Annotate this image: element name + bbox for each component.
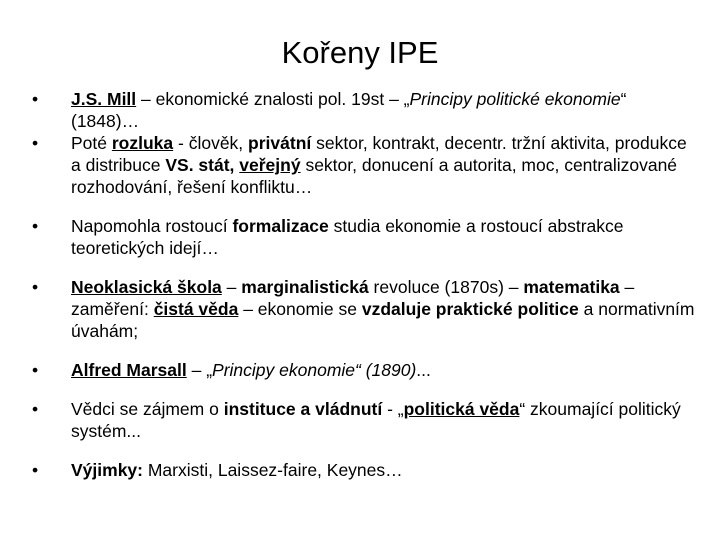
bullet-text-run: – <box>221 277 242 297</box>
bullet-text-run: – „ <box>186 360 213 380</box>
bullet-text-run: - člověk, <box>173 133 249 153</box>
bullet-text-run: Alfred Marsall <box>71 360 187 380</box>
bullet-text-run: ... <box>416 360 431 380</box>
bullet-list <box>30 88 696 481</box>
bullet-text-run: Vědci se zájmem o <box>71 399 224 419</box>
bullet-text-run: sektor, donucení a autorita, moc, centralizované rozhodování, řešení konfliktu… <box>71 155 678 197</box>
bullet-text-run: formalizace <box>232 216 329 236</box>
bullet-text-run: “ zkoumající politický systém... <box>71 399 681 441</box>
bullet-text-run: sektor, kontrakt, decentr. tržní aktivita, produkce a distribuce <box>71 133 687 175</box>
bullet-item <box>30 398 696 442</box>
bullet-item <box>30 276 696 342</box>
bullet-text-run: rozluka <box>111 133 174 153</box>
bullet-text-run: J.S. Mill <box>71 89 137 109</box>
bullet-text-run: Principy ekonomie“ (1890) <box>212 360 417 380</box>
bullet-text-run: revoluce (1870s) – <box>368 277 524 297</box>
bullet-text-run: a normativním úvahám; <box>71 299 695 341</box>
bullet-item <box>30 215 696 259</box>
bullet-text-run: privátní <box>248 133 312 153</box>
bullet-text-run: Napomohla rostoucí <box>71 216 233 236</box>
bullet-text-run: Neoklasická škola <box>71 277 222 297</box>
bullet-text-run: matematika <box>523 277 620 297</box>
bullet-text-run: – ekonomické znalosti pol. 19st – „ <box>136 89 410 109</box>
bullet-text-run: “ (1848)… <box>71 89 627 131</box>
bullet-item <box>30 359 696 381</box>
bullet-text-run: marginalistická <box>241 277 369 297</box>
bullet-text-run: čistá věda <box>153 299 239 319</box>
bullet-text-run: politická věda <box>403 399 520 419</box>
bullet-text-run: instituce a vládnutí <box>223 399 383 419</box>
slide-title: Kořeny IPE <box>281 35 439 70</box>
bullet-text-run: – ekonomie se <box>238 299 362 319</box>
bullet-text-run: Principy politické ekonomie <box>409 89 621 109</box>
bullet-text-run: Výjimky: <box>71 460 143 480</box>
bullet-text-run: studia ekonomie a rostoucí abstrakce teoretických idejí… <box>71 216 624 258</box>
bullet-item <box>30 88 696 132</box>
bullet-item <box>30 459 696 481</box>
bullet-text-run: – zaměření: <box>71 277 635 319</box>
bullet-text-run: veřejný <box>239 155 301 175</box>
bullet-text-run: vzdaluje praktické politice <box>361 299 579 319</box>
bullet-item <box>30 132 696 198</box>
bullet-text-run: VS. stát, <box>165 155 240 175</box>
bullet-text-run: - „ <box>382 399 404 419</box>
bullet-text-run: Marxisti, Laissez-faire, Keynes… <box>142 460 403 480</box>
bullet-text-run: Poté <box>71 133 112 153</box>
